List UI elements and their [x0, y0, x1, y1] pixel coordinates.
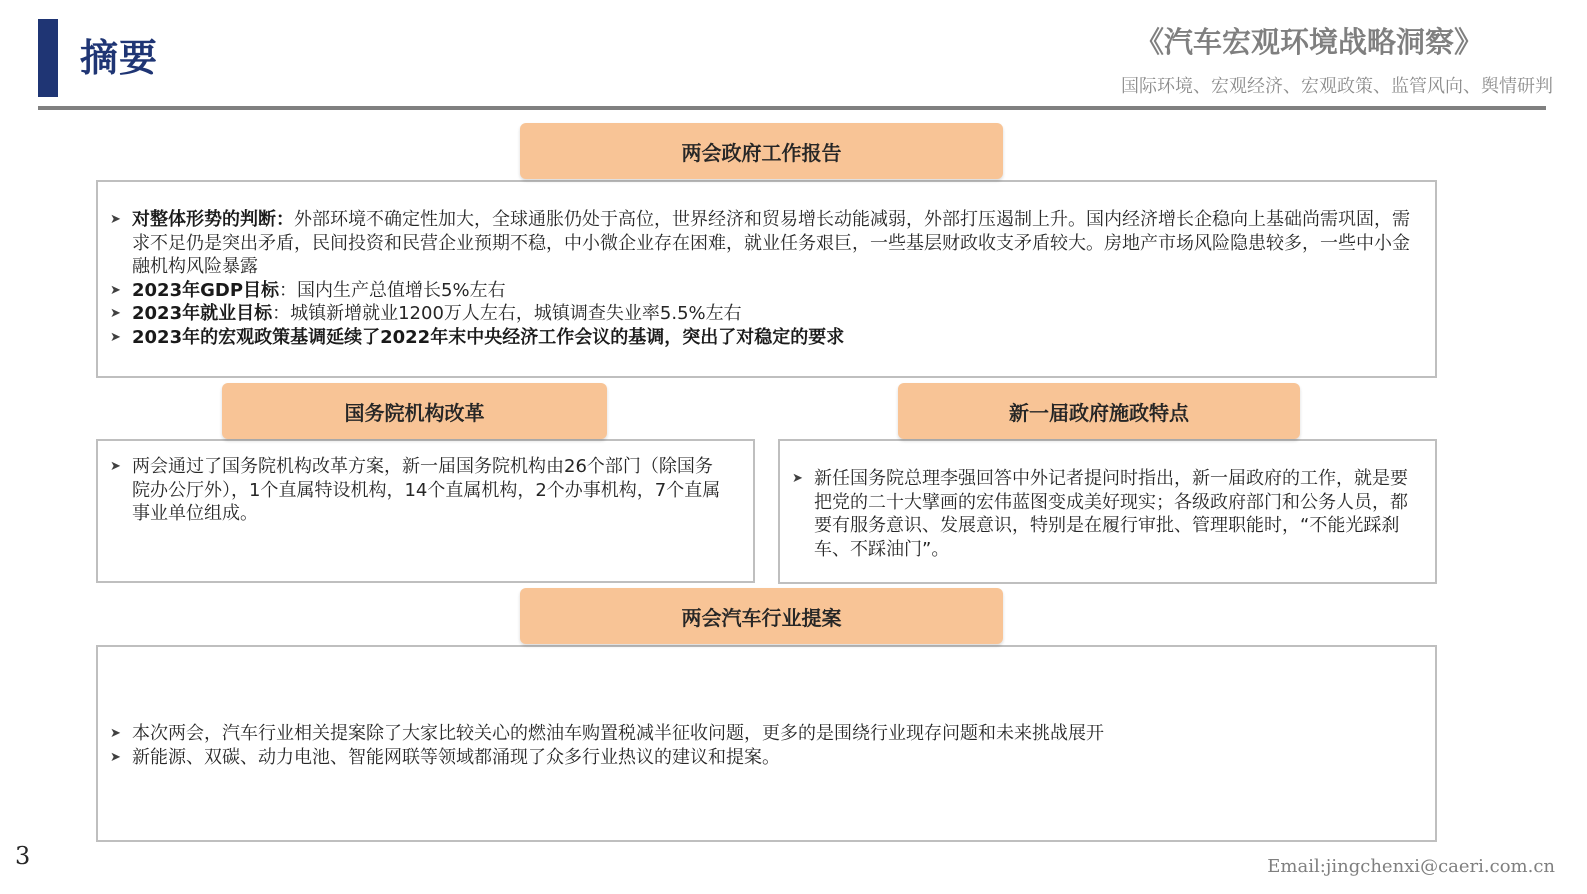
bullet-text: ：国内生产总值增长5%左右 — [279, 279, 506, 301]
government-bullet-list — [792, 467, 1414, 561]
list-item — [110, 302, 1410, 326]
bullet-text: 本次两会，汽车行业相关提案除了大家比较关心的燃油车购置税减半征收问题，更多的是围绕行业现存问题和未来挑战展开 — [132, 723, 1104, 744]
arrow-bullet-icon: ➤ — [110, 329, 121, 345]
section-box-reform — [96, 439, 755, 583]
page-title: 摘要 — [80, 36, 159, 80]
section-tab-report: 两会政府工作报告 — [520, 123, 1003, 179]
section-tab-auto: 两会汽车行业提案 — [520, 588, 1003, 644]
list-item — [110, 455, 730, 526]
list-item — [110, 279, 1410, 303]
bullet-text: 外部环境不确定性加大，全球通胀仍处于高位，世界经济和贸易增长动能减弱，外部打压遏制上升。国内经济增长企稳向上基础尚需巩固，需求不足仍是突出矛盾，民间投资和民营企业预期不稳，中小微企业存在困难，就业任务艰巨，一些基层财政收支矛盾较大。房地产市场风险隐患较多，一些中小金融机构风险暴露 — [132, 209, 1410, 277]
bullet-label: 对整体形势的判断： — [132, 209, 294, 230]
list-item — [110, 722, 1410, 746]
arrow-bullet-icon: ➤ — [110, 726, 121, 741]
bullet-text: 两会通过了国务院机构改革方案，新一届国务院机构由26个部门（除国务院办公厅外），1个直属特设机构，14个直属机构，2个办事机构，7个直属事业单位组成。 — [132, 456, 721, 524]
page-number: 3 — [15, 842, 31, 870]
bullet-label: 2023年的宏观政策基调延续了2022年末中央经济工作会议的基调，突出了对稳定的要求 — [132, 326, 845, 348]
section-box-auto — [96, 645, 1437, 842]
bullet-label: 2023年就业目标 — [132, 303, 273, 324]
section-tab-reform: 国务院机构改革 — [222, 383, 607, 439]
auto-bullet-list — [110, 722, 1410, 769]
arrow-bullet-icon: ➤ — [110, 212, 121, 227]
series-subtitle: 国际环境、宏观经济、宏观政策、监管风向、舆情研判 — [1121, 76, 1553, 97]
arrow-bullet-icon: ➤ — [792, 471, 803, 486]
contact-email: Email:jingchenxi@caeri.com.cn — [1267, 856, 1555, 877]
arrow-bullet-icon: ➤ — [110, 459, 121, 474]
list-item — [110, 208, 1410, 279]
bullet-text: 新任国务院总理李强回答中外记者提问时指出，新一届政府的工作，就是要把党的二十大擘画的宏伟蓝图变成美好现实；各级政府部门和公务人员，都要有服务意识、发展意识，特别是在履行审批、管理职能时，“不能光踩刹车、不踩油门”。 — [814, 468, 1408, 560]
section-box-government — [778, 439, 1437, 584]
bullet-text: 新能源、双碳、动力电池、智能网联等领域都涌现了众多行业热议的建议和提案。 — [132, 746, 780, 768]
arrow-bullet-icon: ➤ — [110, 282, 121, 298]
arrow-bullet-icon: ➤ — [110, 306, 121, 321]
series-title: 《汽车宏观环境战略洞察》 — [1134, 25, 1483, 59]
bullet-label: 2023年GDP目标 — [132, 279, 280, 301]
title-accent-bar — [38, 19, 58, 97]
report-bullet-list — [110, 208, 1410, 349]
arrow-bullet-icon: ➤ — [110, 749, 121, 765]
list-item — [110, 326, 1410, 350]
section-box-report — [96, 180, 1437, 378]
section-tab-government: 新一届政府施政特点 — [898, 383, 1300, 439]
list-item — [792, 467, 1414, 561]
header-divider — [38, 106, 1546, 110]
list-item — [110, 746, 1410, 770]
bullet-text: ：城镇新增就业1200万人左右，城镇调查失业率5.5%左右 — [272, 303, 742, 324]
reform-bullet-list — [110, 455, 730, 526]
